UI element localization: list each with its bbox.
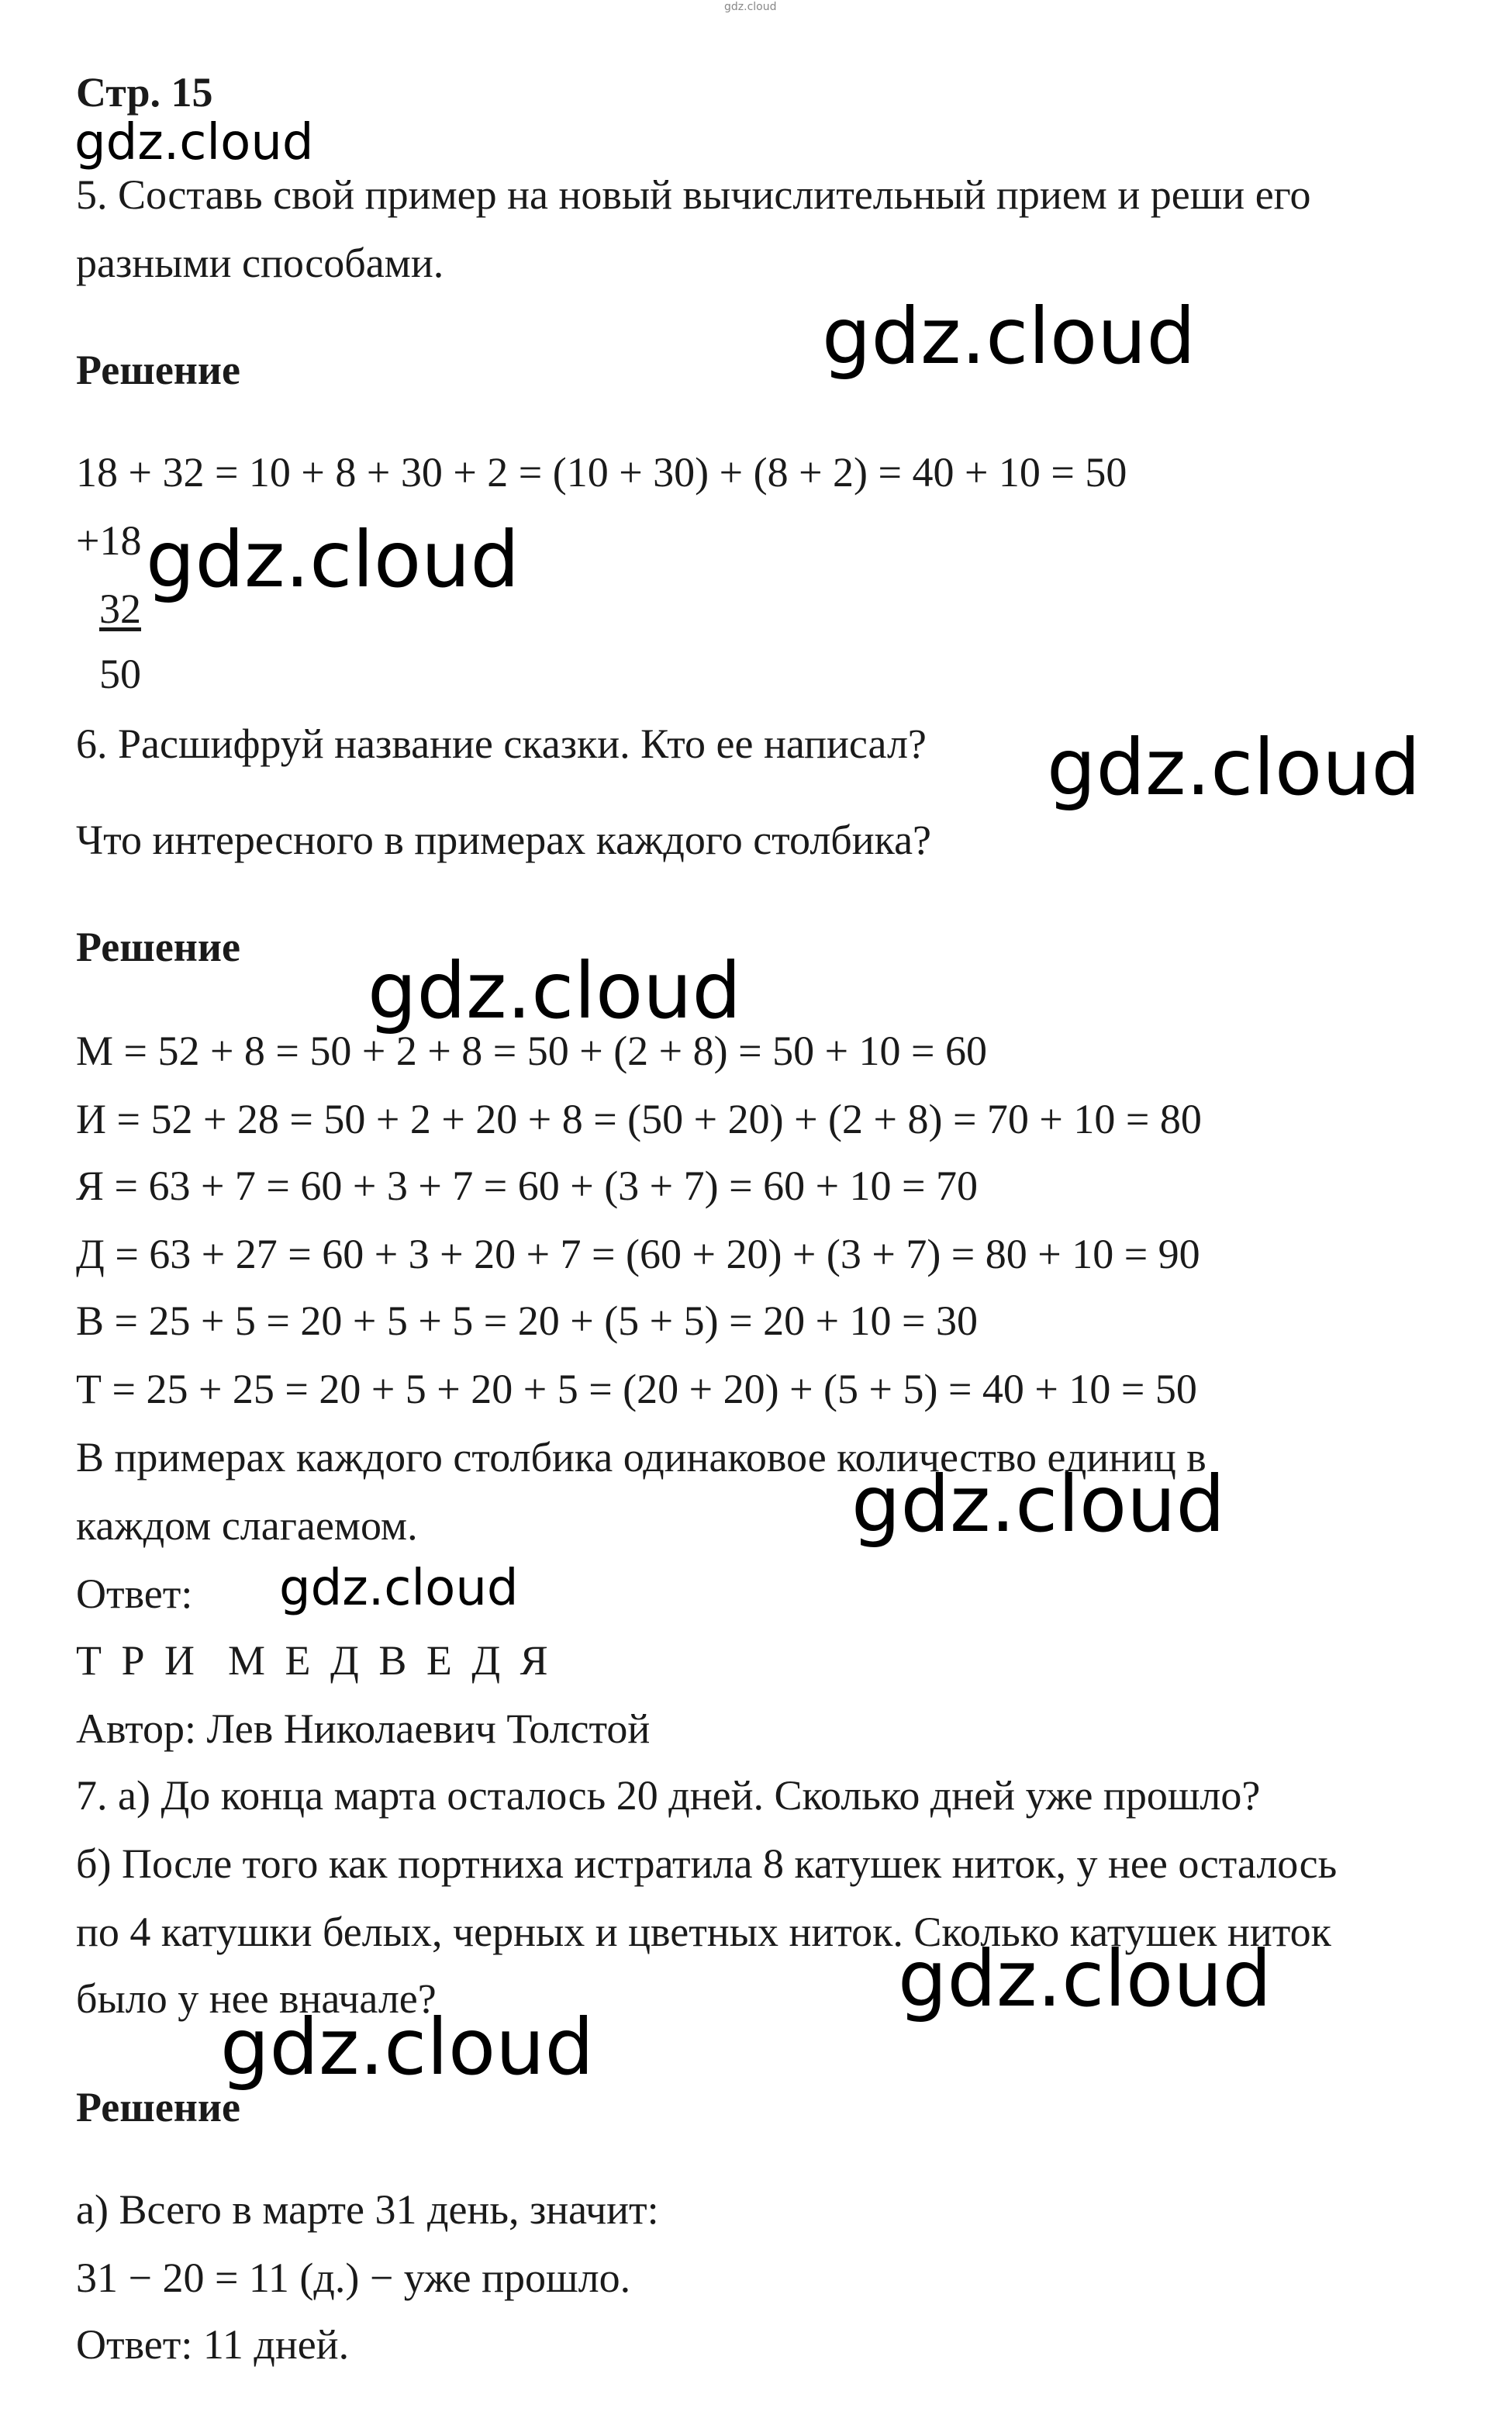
task7-solution-answer: Ответ: 11 дней. (76, 2321, 350, 2368)
watermark: gdz.cloud (898, 1933, 1272, 2024)
task6-note-line2: каждом слагаемом. (76, 1502, 418, 1549)
task6-answer-word2: М Е Д В Е Д Я (228, 1637, 553, 1684)
watermark: gdz.cloud (220, 2002, 595, 2092)
task6-line-t: Т = 25 + 25 = 20 + 5 + 20 + 5 = (20 + 20) + (5 + 5) = 40 + 10 = 50 (76, 1366, 1197, 1412)
task6-line-m: М = 52 + 8 = 50 + 2 + 8 = 50 + (2 + 8) = 50 + 10 = 60 (76, 1028, 987, 1074)
task5-equation: 18 + 32 = 10 + 8 + 30 + 2 = (10 + 30) + (8 + 2) = 40 + 10 = 50 (76, 449, 1127, 496)
watermark: gdz.cloud (851, 1459, 1226, 1550)
task5-solution-heading: Решение (76, 347, 240, 393)
task7-question-line1: 7. а) До конца марта осталось 20 дней. Сколько дней уже прошло? (76, 1772, 1261, 1819)
page-number: Стр. 15 (76, 69, 213, 116)
top-watermark: gdz.cloud (724, 1, 777, 13)
watermark: gdz.cloud (368, 945, 742, 1036)
task6-line-i: И = 52 + 28 = 50 + 2 + 20 + 8 = (50 + 20) + (2 + 8) = 70 + 10 = 80 (76, 1096, 1202, 1142)
task5-question-line2: разными способами. (76, 240, 444, 286)
task6-author: Автор: Лев Николаевич Толстой (76, 1705, 651, 1752)
task5-column-top: +18 (76, 517, 142, 564)
task6-line-v: В = 25 + 5 = 20 + 5 + 5 = 20 + (5 + 5) = 20 + 10 = 30 (76, 1297, 978, 1344)
task7-solution-line1: а) Всего в марте 31 день, значит: (76, 2186, 659, 2233)
task6-solution-heading: Решение (76, 924, 240, 970)
task7-question-line2: б) После того как портниха истратила 8 катушек ниток, у нее осталось (76, 1840, 1338, 1887)
task7-solution-line2: 31 − 20 = 11 (д.) − уже прошло. (76, 2255, 631, 2301)
watermark: gdz.cloud (146, 514, 520, 605)
task6-note-line1: В примерах каждого столбика одинаковое количество единиц в (76, 1434, 1206, 1481)
task7-question-line4: было у нее вначале? (76, 1975, 437, 2022)
task6-answer-label: Ответ: (76, 1570, 193, 1617)
task7-solution-heading: Решение (76, 2084, 240, 2130)
task6-answer-word1: Т Р И (76, 1637, 200, 1684)
task7-question-line3: по 4 катушки белых, черных и цветных ниток. Сколько катушек ниток (76, 1909, 1331, 1955)
task6-question-line1: 6. Расшифруй название сказки. Кто ее написал? (76, 720, 927, 767)
task5-question-line1: 5. Составь свой пример на новый вычислительный прием и реши его (76, 171, 1311, 218)
task5-column-result: 50 (99, 651, 141, 697)
task6-line-ya: Я = 63 + 7 = 60 + 3 + 7 = 60 + (3 + 7) = 60 + 10 = 70 (76, 1163, 978, 1209)
task6-line-d: Д = 63 + 27 = 60 + 3 + 20 + 7 = (60 + 20) + (3 + 7) = 80 + 10 = 90 (76, 1231, 1200, 1277)
watermark: gdz.cloud (822, 291, 1196, 382)
watermark: gdz.cloud (1047, 722, 1421, 813)
site-name: gdz.cloud (74, 114, 314, 171)
task5-column-middle: 32 (99, 586, 141, 632)
task6-question-line2: Что интересного в примерах каждого столбика? (76, 817, 932, 863)
watermark: gdz.cloud (279, 1560, 519, 1617)
